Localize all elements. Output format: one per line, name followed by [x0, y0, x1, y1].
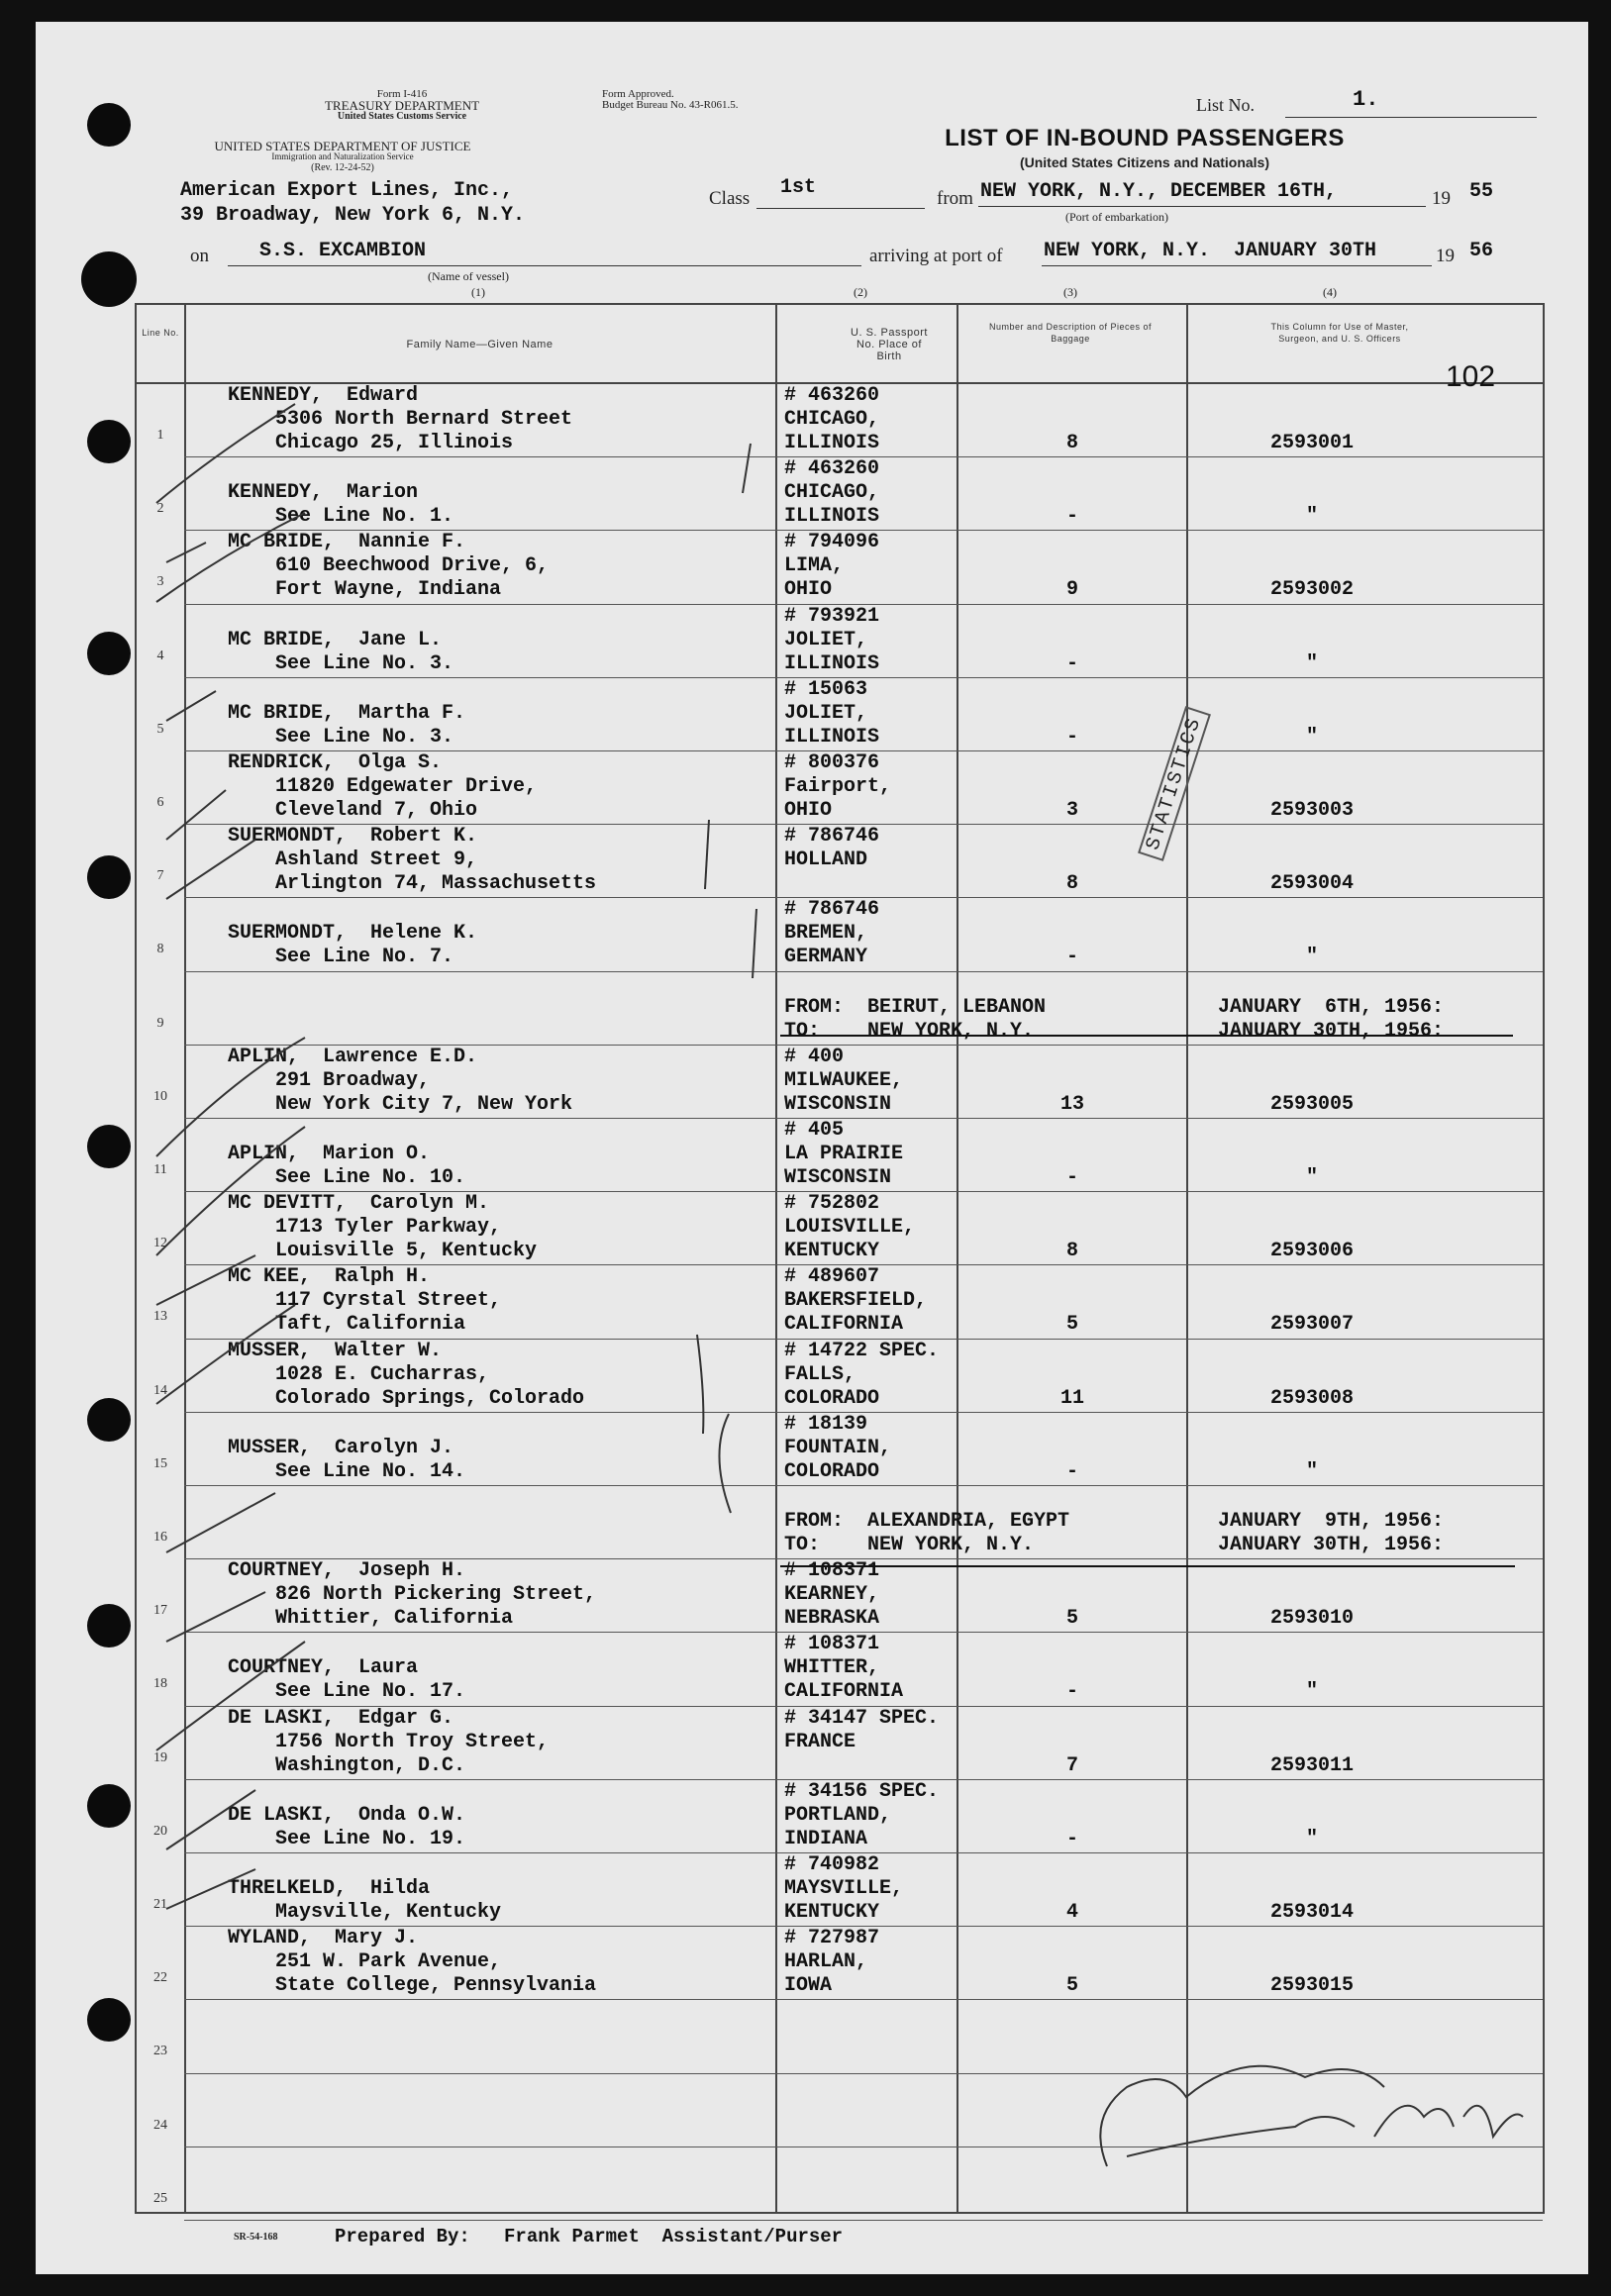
passport-number: # 463260	[784, 384, 880, 407]
class-underline	[756, 208, 925, 209]
company-name: American Export Lines, Inc.,	[180, 179, 514, 202]
check-mark	[156, 1038, 305, 1156]
form-approved: Form Approved.	[602, 88, 674, 100]
passenger-name: APLIN, Marion O.	[228, 1143, 431, 1165]
officer-entry: "	[1305, 725, 1318, 749]
line-number: 13	[153, 1309, 167, 1325]
check-marks	[156, 404, 756, 1909]
baggage-count: -	[1065, 1680, 1078, 1704]
punch-hole	[87, 1998, 131, 2042]
passenger-detail: Whittier, California	[228, 1607, 514, 1631]
passenger-detail: 610 Beechwood Drive, 6,	[228, 554, 550, 578]
passenger-detail: 1756 North Troy Street,	[228, 1730, 550, 1753]
passenger-detail: See Line No. 10.	[228, 1166, 466, 1189]
place-of-birth: CHICAGO,	[784, 481, 880, 505]
passenger-name: SUERMONDT, Helene K.	[228, 922, 478, 946]
place-of-birth: KENTUCKY	[784, 1901, 880, 1924]
passport-number: # 14722 SPEC.	[784, 1339, 940, 1362]
tick-mark	[697, 1335, 703, 1434]
officer-entry: "	[1305, 505, 1318, 529]
vessel-underline	[228, 265, 861, 266]
passenger-detail: Maysville, Kentucky	[228, 1901, 502, 1924]
passenger-detail: Washington, D.C.	[228, 1753, 466, 1777]
arriving-underline	[1042, 265, 1432, 266]
place-of-birth: TO: NEW YORK, N.Y.	[784, 1534, 1035, 1556]
passport-number: # 727987	[784, 1927, 880, 1950]
punch-hole	[87, 1398, 131, 1442]
punch-hole	[87, 103, 131, 147]
passport-number: # 108371	[784, 1559, 880, 1583]
form-number-block	[273, 89, 531, 122]
punch-hole	[87, 632, 131, 675]
passenger-detail: 291 Broadway,	[228, 1068, 431, 1092]
officer-entry: 2593003	[1269, 799, 1354, 822]
col-header-line: Line No.	[142, 328, 179, 338]
line-number: 20	[153, 1823, 167, 1839]
line-number: 19	[153, 1749, 167, 1765]
company-address: 39 Broadway, New York 6, N.Y.	[180, 204, 526, 227]
passenger-name: WYLAND, Mary J.	[228, 1927, 419, 1950]
customs-service: United States Customs Service	[337, 111, 467, 122]
class-value: 1st	[780, 176, 817, 199]
line-number: 9	[156, 1015, 164, 1031]
place-of-birth: LA PRAIRIE	[784, 1143, 904, 1165]
check-mark	[156, 404, 295, 503]
budget-bureau: Budget Bureau No. 43-R061.5.	[602, 99, 739, 111]
officer-entry: 2593011	[1269, 1753, 1354, 1777]
passenger-detail: New York City 7, New York	[228, 1092, 573, 1116]
baggage-count: 3	[1065, 799, 1078, 822]
from-underline	[978, 206, 1426, 207]
passport-number: # 752802	[784, 1192, 880, 1216]
passenger-detail: 826 North Pickering Street,	[228, 1583, 597, 1607]
officer-entry: "	[1305, 1827, 1318, 1850]
officer-entry: 2593007	[1269, 1313, 1354, 1337]
passenger-detail: Fort Wayne, Indiana	[228, 578, 502, 602]
passenger-name: MUSSER, Walter W.	[228, 1339, 443, 1362]
officer-entry: 2593002	[1269, 578, 1354, 602]
baggage-count: -	[1065, 725, 1078, 749]
place-of-birth: KEARNEY,	[784, 1583, 880, 1607]
place-of-birth: ILLINOIS	[784, 432, 880, 454]
officer-entry: "	[1305, 1459, 1318, 1483]
place-of-birth: BREMEN,	[784, 922, 868, 946]
from-to-underlines	[780, 1036, 1515, 1566]
baggage-count: -	[1065, 1166, 1078, 1189]
officer-entry: "	[1305, 1166, 1318, 1189]
arriving-label: arriving at port of	[869, 246, 1003, 266]
passenger-detail: See Line No. 3.	[228, 725, 454, 749]
line-number: 22	[153, 1970, 167, 1986]
passport-number: # 489607	[784, 1265, 880, 1289]
passport-number: # 800376	[784, 751, 880, 774]
class-label: Class	[709, 188, 751, 209]
passport-number: # 786746	[784, 825, 880, 849]
officer-entry: "	[1305, 1680, 1318, 1704]
baggage-count: -	[1065, 1459, 1078, 1483]
place-of-birth: ILLINOIS	[784, 651, 880, 675]
place-of-birth: OHIO	[784, 799, 833, 822]
place-of-birth: KENTUCKY	[784, 1240, 880, 1263]
check-mark	[166, 790, 226, 840]
passenger-detail: See Line No. 7.	[228, 946, 454, 969]
justice-department: UNITED STATES DEPARTMENT OF JUSTICE	[214, 139, 471, 153]
officer-entry: "	[1305, 651, 1318, 675]
check-mark	[156, 513, 305, 602]
vessel-caption: (Name of vessel)	[428, 269, 509, 283]
form-code: SR-54-168	[234, 2232, 278, 2243]
place-of-birth: FROM: BEIRUT, LEBANON	[784, 995, 1047, 1019]
passenger-detail: 1028 E. Cucharras,	[228, 1362, 490, 1386]
baggage-count: -	[1065, 505, 1078, 529]
officer-entry: 2593010	[1269, 1607, 1354, 1631]
signature-scribble	[1100, 2066, 1523, 2166]
baggage-count: 7	[1065, 1753, 1078, 1777]
passenger-name: THRELKELD, Hilda	[228, 1877, 431, 1900]
arrival-date: JANUARY 30TH, 1956:	[1218, 1019, 1445, 1043]
passenger-detail: 251 W. Park Avenue,	[228, 1950, 502, 1974]
officer-entry: 2593004	[1269, 872, 1354, 896]
check-mark	[156, 1255, 255, 1305]
place-of-birth: MILWAUKEE,	[784, 1068, 904, 1092]
line-number: 3	[156, 574, 164, 590]
check-mark	[166, 543, 206, 562]
check-mark	[166, 1592, 265, 1642]
immigration-service: Immigration and Naturalization Service	[271, 151, 414, 161]
passenger-detail: Cleveland 7, Ohio	[228, 799, 478, 822]
place-of-birth: CALIFORNIA	[784, 1313, 904, 1337]
passenger-name: COURTNEY, Laura	[228, 1656, 419, 1680]
place-of-birth: PORTLAND,	[784, 1803, 892, 1827]
passenger-list-page	[36, 22, 1588, 2274]
line-number: 4	[156, 648, 164, 663]
column-number-3: (3)	[1063, 285, 1077, 299]
passenger-detail: See Line No. 1.	[228, 505, 454, 529]
passenger-name: COURTNEY, Joseph H.	[228, 1559, 466, 1583]
place-of-birth: JOLIET,	[784, 628, 868, 651]
prepared-by: Prepared By: Frank Parmet Assistant/Purser	[335, 2226, 844, 2247]
line-number: 8	[156, 942, 164, 957]
passport-number: # 18139	[784, 1412, 868, 1436]
bracket-mark	[719, 1414, 731, 1513]
passenger-detail: 117 Cyrstal Street,	[228, 1289, 502, 1313]
place-of-birth: GERMANY	[784, 946, 868, 969]
col-header-officers: This Column for Use of Master, Surgeon, and U. S. Officers	[1270, 322, 1409, 344]
baggage-count: 5	[1065, 1607, 1078, 1631]
place-of-birth: Fairport,	[784, 775, 892, 798]
line-number: 17	[153, 1603, 167, 1619]
year-prefix-1: 19	[1432, 188, 1451, 209]
baggage-count: 8	[1065, 1240, 1078, 1263]
passenger-detail: 11820 Edgewater Drive,	[228, 775, 538, 798]
column-number-4: (4)	[1323, 285, 1337, 299]
departure-date: JANUARY 6TH, 1956:	[1218, 995, 1445, 1019]
passenger-detail: See Line No. 19.	[228, 1827, 466, 1850]
passenger-name: MC DEVITT, Carolyn M.	[228, 1192, 490, 1216]
line-number: 7	[156, 868, 164, 884]
passport-number: # 15063	[784, 677, 868, 701]
line-number: 10	[153, 1088, 167, 1104]
baggage-count: 9	[1065, 578, 1078, 602]
line-number: 1	[156, 428, 164, 443]
col-header-baggage: Number and Description of Pieces of Baggage	[988, 322, 1153, 344]
column-number-1: (1)	[471, 285, 485, 299]
passenger-detail: State College, Pennsylvania	[228, 1974, 597, 1998]
check-mark	[166, 840, 255, 899]
passenger-detail: 1713 Tyler Parkway,	[228, 1216, 502, 1240]
arriving-value: NEW YORK, N.Y. JANUARY 30TH	[1044, 240, 1377, 262]
punch-hole	[87, 855, 131, 899]
officer-entry: "	[1305, 946, 1318, 969]
check-mark	[166, 1869, 255, 1909]
list-no-underline	[1285, 117, 1537, 118]
list-no-value: 1.	[1353, 87, 1379, 112]
from-year: 55	[1469, 180, 1494, 203]
line-number: 21	[153, 1897, 167, 1912]
officer-entry: 2593005	[1269, 1092, 1354, 1116]
line-number: 16	[153, 1530, 167, 1545]
place-of-birth: FRANCE	[784, 1730, 856, 1753]
form-number: Form I-416	[376, 88, 428, 100]
passenger-detail: See Line No. 17.	[228, 1680, 466, 1704]
passenger-name: DE LASKI, Onda O.W.	[228, 1803, 466, 1827]
on-label: on	[190, 246, 209, 266]
place-of-birth: ILLINOIS	[784, 505, 880, 529]
treasury-department: TREASURY DEPARTMENT	[324, 98, 480, 113]
check-mark	[156, 1642, 305, 1750]
passenger-name: KENNEDY, Marion	[228, 481, 419, 505]
passenger-name: SUERMONDT, Robert K.	[228, 825, 478, 849]
passport-number: # 793921	[784, 604, 880, 628]
tick-mark	[705, 820, 709, 889]
passport-number: # 34147 SPEC.	[784, 1706, 940, 1730]
place-of-birth: IOWA	[784, 1974, 833, 1998]
officer-entry: 2593014	[1269, 1901, 1354, 1924]
check-mark	[166, 1790, 255, 1849]
shipping-company	[180, 178, 525, 228]
budget-block	[602, 89, 738, 111]
passenger-detail: Chicago 25, Illinois	[228, 432, 514, 454]
place-of-birth: CALIFORNIA	[784, 1680, 904, 1704]
place-of-birth: FOUNTAIN,	[784, 1436, 892, 1459]
place-of-birth: FROM: ALEXANDRIA, EGYPT	[784, 1510, 1070, 1533]
line-number: 6	[156, 795, 164, 810]
tick-mark	[753, 909, 756, 978]
place-of-birth: COLORADO	[784, 1459, 880, 1483]
arrival-year: 56	[1469, 240, 1494, 262]
from-value: NEW YORK, N.Y., DECEMBER 16TH,	[980, 180, 1338, 203]
passenger-name: DE LASKI, Edgar G.	[228, 1706, 454, 1730]
passport-number: # 740982	[784, 1853, 880, 1876]
place-of-birth: TO: NEW YORK, N.Y.	[784, 1019, 1035, 1043]
baggage-count: -	[1065, 1827, 1078, 1850]
passenger-detail: Arlington 74, Massachusetts	[228, 872, 597, 896]
port-embarkation-caption: (Port of embarkation)	[1065, 210, 1168, 224]
passenger-name: MC BRIDE, Martha F.	[228, 701, 466, 725]
line-number: 18	[153, 1676, 167, 1692]
col-header-passport: U. S. Passport No. Place of Birth	[851, 327, 928, 362]
place-of-birth: FALLS,	[784, 1362, 856, 1386]
passenger-name: MC KEE, Ralph H.	[228, 1265, 431, 1289]
departure-date: JANUARY 9TH, 1956:	[1218, 1510, 1445, 1533]
place-of-birth: LIMA,	[784, 554, 845, 578]
row-divider	[184, 2220, 1543, 2221]
page-number: 102	[1446, 360, 1496, 393]
place-of-birth: HOLLAND	[784, 849, 868, 872]
place-of-birth: NEBRASKA	[784, 1607, 880, 1631]
baggage-count: -	[1065, 946, 1078, 969]
passport-number: # 786746	[784, 898, 880, 922]
place-of-birth: WISCONSIN	[784, 1166, 892, 1189]
place-of-birth: JOLIET,	[784, 701, 868, 725]
tick-mark	[743, 444, 751, 493]
baggage-count: 13	[1059, 1092, 1084, 1116]
passenger-name: RENDRICK, Olga S.	[228, 751, 443, 774]
line-number: 14	[153, 1382, 167, 1398]
passenger-detail: Ashland Street 9,	[228, 849, 478, 872]
from-label: from	[937, 188, 973, 209]
place-of-birth: BAKERSFIELD,	[784, 1289, 928, 1313]
baggage-count: 4	[1065, 1901, 1078, 1924]
line-number: 12	[153, 1236, 167, 1251]
passenger-detail: 5306 North Bernard Street	[228, 408, 573, 431]
line-number: 15	[153, 1455, 167, 1471]
column-number-2: (2)	[854, 285, 867, 299]
place-of-birth: ILLINOIS	[784, 725, 880, 749]
revision: (Rev. 12-24-52)	[311, 162, 374, 173]
passenger-detail: See Line No. 3.	[228, 651, 454, 675]
baggage-count: -	[1065, 651, 1078, 675]
passenger-detail: See Line No. 14.	[228, 1459, 466, 1483]
check-mark	[156, 1305, 295, 1404]
line-number: 11	[153, 1162, 167, 1177]
baggage-count: 11	[1059, 1386, 1084, 1410]
place-of-birth: WISCONSIN	[784, 1092, 892, 1116]
officer-entry: 2593015	[1269, 1974, 1354, 1998]
place-of-birth: OHIO	[784, 578, 833, 602]
place-of-birth: LOUISVILLE,	[784, 1216, 916, 1240]
check-mark	[166, 691, 216, 721]
passenger-table	[135, 303, 1545, 2214]
place-of-birth: CHICAGO,	[784, 408, 880, 431]
passport-number: # 405	[784, 1119, 845, 1142]
vessel-name: S.S. EXCAMBION	[259, 240, 427, 262]
page-subtitle: (United States Citizens and Nationals)	[1019, 154, 1270, 170]
punch-hole	[87, 1125, 131, 1168]
arrival-date: JANUARY 30TH, 1956:	[1218, 1534, 1445, 1556]
officer-entry: 2593008	[1269, 1386, 1354, 1410]
place-of-birth: MAYSVILLE,	[784, 1877, 904, 1900]
passenger-name: MUSSER, Carolyn J.	[228, 1436, 454, 1459]
passenger-detail: Colorado Springs, Colorado	[228, 1386, 585, 1410]
line-number: 2	[156, 501, 164, 517]
statistics-stamp: STATISTICS	[1138, 706, 1211, 861]
place-of-birth: INDIANA	[784, 1827, 868, 1850]
line-number: 24	[153, 2117, 167, 2133]
line-number: 25	[153, 2190, 167, 2206]
year-prefix-2: 19	[1436, 246, 1455, 266]
baggage-count: 8	[1065, 432, 1078, 454]
check-mark	[156, 1127, 305, 1255]
officer-entry: 2593006	[1269, 1240, 1354, 1263]
place-of-birth: WHITTER,	[784, 1656, 880, 1680]
baggage-count: 8	[1065, 872, 1078, 896]
list-no-label: List No.	[1196, 95, 1256, 115]
passport-number: # 400	[784, 1045, 845, 1068]
handwritten-marks	[137, 305, 1543, 2212]
passport-number: # 34156 SPEC.	[784, 1779, 940, 1803]
passenger-name: APLIN, Lawrence E.D.	[228, 1045, 478, 1068]
passenger-detail: Louisville 5, Kentucky	[228, 1240, 538, 1263]
justice-block	[194, 141, 491, 173]
passenger-name: MC BRIDE, Nannie F.	[228, 531, 466, 554]
passenger-detail: Taft, California	[228, 1313, 466, 1337]
check-mark	[166, 1493, 275, 1552]
baggage-count: 5	[1065, 1974, 1078, 1998]
page-title: LIST OF IN-BOUND PASSENGERS	[945, 125, 1345, 151]
place-of-birth: COLORADO	[784, 1386, 880, 1410]
line-number: 5	[156, 721, 164, 737]
punch-hole	[81, 251, 137, 307]
line-number: 23	[153, 2044, 167, 2059]
baggage-count: 5	[1065, 1313, 1078, 1337]
passport-number: # 108371	[784, 1633, 880, 1656]
passenger-name: KENNEDY, Edward	[228, 384, 419, 407]
punch-hole	[87, 420, 131, 463]
col-header-name: Family Name—Given Name	[406, 339, 554, 350]
passport-number: # 794096	[784, 531, 880, 554]
passport-number: # 463260	[784, 457, 880, 481]
punch-hole	[87, 1604, 131, 1647]
officer-entry: 2593001	[1269, 432, 1354, 454]
punch-hole	[87, 1784, 131, 1828]
place-of-birth: HARLAN,	[784, 1950, 868, 1974]
passenger-name: MC BRIDE, Jane L.	[228, 628, 443, 651]
